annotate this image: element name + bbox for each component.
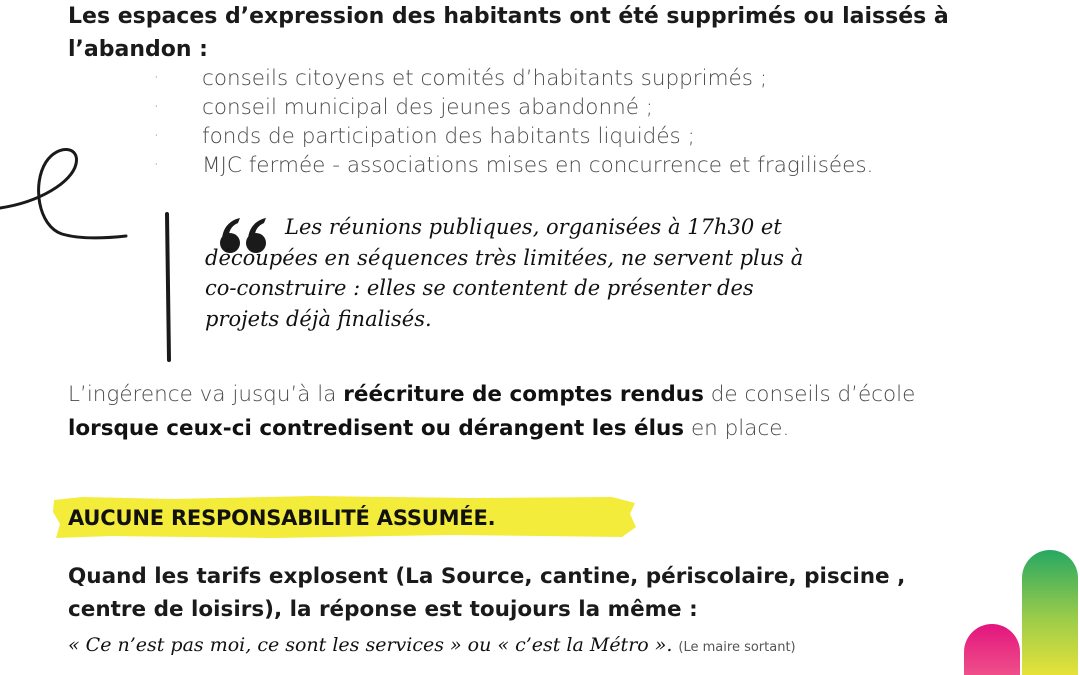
bullet-dot-icon: · bbox=[154, 99, 159, 115]
paragraph bbox=[68, 378, 1028, 446]
bullet-dot-icon: · bbox=[154, 128, 159, 144]
pull-quote-text: Les réunions publiques, organisées à 17h30 et découpées en séquences très limitées, ne servent plus à co-construire : elles se contentent de présenter des projets déjà finalisés. bbox=[205, 215, 804, 331]
paragraph-emphasis: réécriture de comptes rendus bbox=[343, 382, 704, 407]
section-heading: Les espaces d’expression des habitants ont été supprimés ou laissés à l’abandon : bbox=[68, 4, 949, 62]
quote-bar bbox=[163, 212, 173, 362]
closing-quote-text: « Ce n’est pas moi, ce sont les services » ou « c’est la Métro ». bbox=[68, 634, 673, 656]
paragraph-text: en place. bbox=[684, 416, 790, 441]
list-item-text: MJC fermée - associations mises en concurrence et fragilisées. bbox=[202, 153, 874, 178]
bullet-dot-icon: · bbox=[154, 70, 159, 86]
section-body: Quand les tarifs explosent (La Source, cantine, périscolaire, piscine , centre de loisirs), la réponse est toujours la même : bbox=[68, 564, 906, 622]
list-item-text: fonds de participation des habitants liquidés ; bbox=[202, 124, 695, 149]
list-item-text: conseil municipal des jeunes abandonné ; bbox=[202, 95, 654, 120]
list-item-text: conseils citoyens et comités d’habitants supprimés ; bbox=[202, 66, 768, 91]
section-title: AUCUNE RESPONSABILITÉ ASSUMÉE. bbox=[68, 506, 496, 530]
paragraph-emphasis: lorsque ceux-ci contredisent ou dérangent les élus bbox=[68, 416, 685, 441]
swirl-decoration-icon bbox=[0, 140, 135, 250]
paragraph-text: de conseils d’école bbox=[703, 382, 916, 407]
bullet-dot-icon: · bbox=[154, 157, 159, 173]
closing-quote bbox=[68, 630, 796, 663]
color-bars-decoration bbox=[962, 548, 1080, 675]
attribution: (Le maire sortant) bbox=[678, 640, 796, 655]
paragraph-text: L’ingérence va jusqu’à la bbox=[68, 382, 344, 407]
